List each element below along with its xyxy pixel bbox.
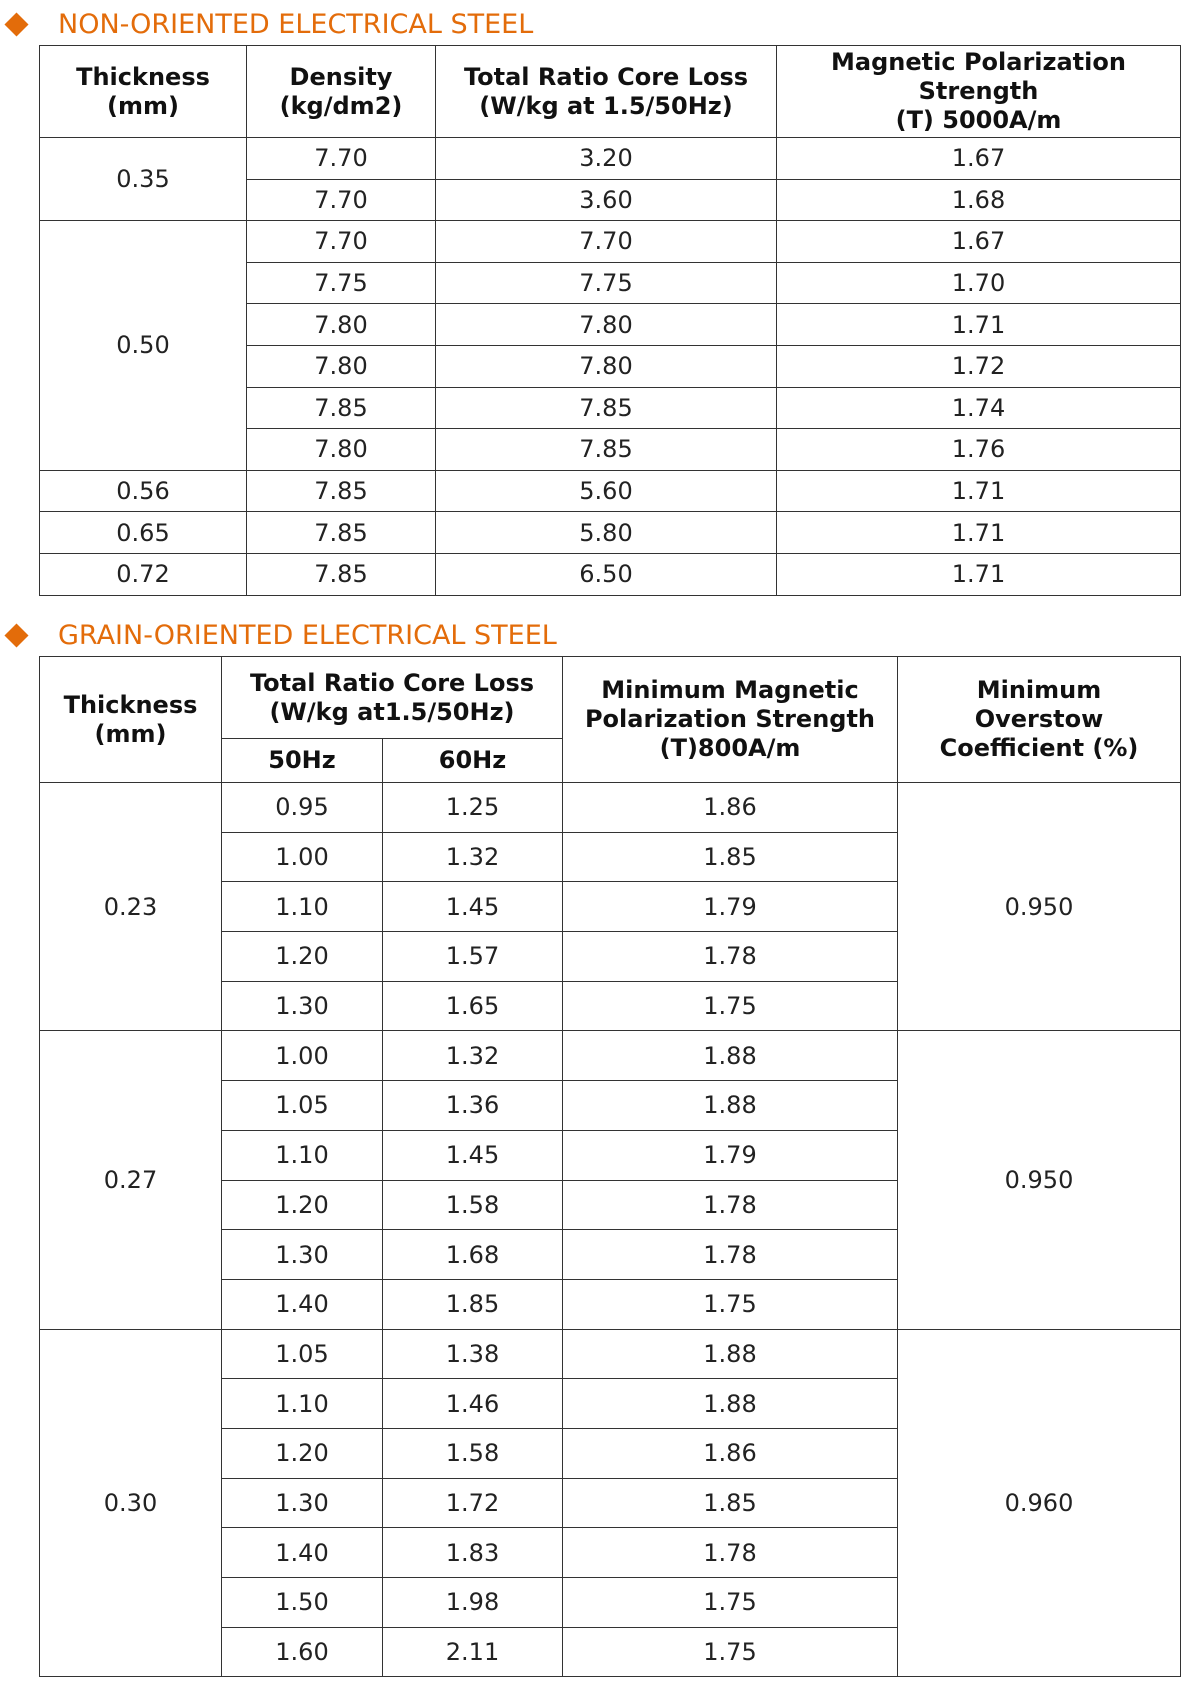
polarization-cell: 1.86 — [563, 783, 898, 833]
polarization-cell: 1.85 — [563, 1478, 898, 1528]
core-loss-cell: 3.20 — [436, 138, 777, 180]
polarization-cell: 1.70 — [777, 262, 1181, 304]
header-line: Thickness — [76, 62, 210, 91]
core-loss-cell: 5.60 — [436, 470, 777, 512]
density-cell: 7.85 — [247, 512, 436, 554]
thickness-cell: 0.65 — [40, 512, 247, 554]
hz50-cell: 1.10 — [222, 1379, 383, 1429]
header-line: (mm) — [94, 719, 167, 748]
header-line: Coefficient (%) — [939, 734, 1139, 762]
hz50-cell: 1.60 — [222, 1627, 383, 1677]
polarization-cell: 1.78 — [563, 1528, 898, 1578]
header-line: Density — [289, 62, 393, 91]
non-oriented-title: NON-ORIENTED ELECTRICAL STEEL — [58, 8, 534, 40]
core-loss-cell: 7.85 — [436, 387, 777, 429]
header-line: (mm) — [107, 91, 179, 120]
hz50-cell: 0.95 — [222, 783, 383, 833]
header-line: (T) 5000A/m — [895, 106, 1062, 134]
core-loss-cell: 7.80 — [436, 304, 777, 346]
grain-oriented-title: GRAIN-ORIENTED ELECTRICAL STEEL — [58, 619, 557, 651]
table-header-row — [40, 657, 1181, 739]
thickness-cell: 0.30 — [40, 1329, 222, 1677]
hz60-cell: 1.36 — [383, 1081, 563, 1131]
density-cell: 7.80 — [247, 345, 436, 387]
hz50-cell: 1.10 — [222, 1130, 383, 1180]
polarization-cell: 1.76 — [777, 429, 1181, 471]
overstow-cell: 0.950 — [898, 1031, 1181, 1329]
table-row — [40, 138, 1181, 180]
density-cell: 7.75 — [247, 262, 436, 304]
density-cell: 7.70 — [247, 179, 436, 221]
hz50-header: 50Hz — [222, 739, 383, 783]
table-row — [40, 553, 1181, 595]
density-cell: 7.80 — [247, 429, 436, 471]
thickness-header — [40, 46, 247, 138]
polarization-header — [563, 657, 898, 783]
hz50-cell: 1.05 — [222, 1329, 383, 1379]
thickness-cell: 0.27 — [40, 1031, 222, 1329]
header-line: Minimum Magnetic — [601, 676, 859, 704]
hz50-cell: 1.20 — [222, 1180, 383, 1230]
hz50-cell: 1.50 — [222, 1578, 383, 1628]
core-loss-cell: 5.80 — [436, 512, 777, 554]
polarization-cell: 1.78 — [563, 932, 898, 982]
header-line: Thickness — [63, 690, 198, 719]
polarization-cell: 1.78 — [563, 1230, 898, 1280]
polarization-cell: 1.79 — [563, 882, 898, 932]
polarization-cell: 1.71 — [777, 553, 1181, 595]
polarization-cell: 1.88 — [563, 1081, 898, 1131]
hz60-cell: 1.45 — [383, 1130, 563, 1180]
table-header-row — [40, 46, 1181, 138]
header-line: Total Ratio Core Loss — [463, 62, 749, 91]
hz50-cell: 1.30 — [222, 1230, 383, 1280]
core-loss-cell: 7.70 — [436, 221, 777, 263]
hz50-cell: 1.40 — [222, 1279, 383, 1329]
polarization-cell: 1.67 — [777, 138, 1181, 180]
header-line: Minimum — [976, 676, 1102, 704]
thickness-cell: 0.23 — [40, 783, 222, 1031]
core-loss-cell: 7.80 — [436, 345, 777, 387]
overstow-cell: 0.960 — [898, 1329, 1181, 1677]
hz60-cell: 1.68 — [383, 1230, 563, 1280]
polarization-cell: 1.75 — [563, 981, 898, 1031]
hz60-cell: 1.45 — [383, 882, 563, 932]
core-loss-cell: 7.85 — [436, 429, 777, 471]
polarization-cell: 1.75 — [563, 1627, 898, 1677]
diamond-bullet-icon — [4, 623, 28, 647]
polarization-cell: 1.88 — [563, 1329, 898, 1379]
hz60-cell: 1.58 — [383, 1180, 563, 1230]
polarization-cell: 1.74 — [777, 387, 1181, 429]
table-row — [40, 221, 1181, 263]
density-cell: 7.85 — [247, 553, 436, 595]
polarization-cell: 1.88 — [563, 1031, 898, 1081]
core-loss-cell: 3.60 — [436, 179, 777, 221]
polarization-cell: 1.75 — [563, 1279, 898, 1329]
hz60-cell: 1.58 — [383, 1428, 563, 1478]
hz60-cell: 1.83 — [383, 1528, 563, 1578]
hz50-cell: 1.05 — [222, 1081, 383, 1131]
non-oriented-table — [39, 45, 1181, 596]
header-line: (W/kg at1.5/50Hz) — [269, 697, 515, 726]
overstow-cell: 0.950 — [898, 783, 1181, 1031]
hz50-cell: 1.30 — [222, 981, 383, 1031]
polarization-cell: 1.71 — [777, 470, 1181, 512]
grain-oriented-table — [39, 656, 1181, 1677]
hz60-cell: 1.46 — [383, 1379, 563, 1429]
hz60-cell: 1.32 — [383, 1031, 563, 1081]
polarization-cell: 1.88 — [563, 1379, 898, 1429]
polarization-cell: 1.68 — [777, 179, 1181, 221]
header-line: Magnetic Polarization — [831, 48, 1126, 76]
polarization-cell: 1.71 — [777, 304, 1181, 346]
polarization-cell: 1.75 — [563, 1578, 898, 1628]
polarization-cell: 1.79 — [563, 1130, 898, 1180]
hz60-cell: 1.38 — [383, 1329, 563, 1379]
density-cell: 7.70 — [247, 138, 436, 180]
polarization-cell: 1.71 — [777, 512, 1181, 554]
hz50-cell: 1.40 — [222, 1528, 383, 1578]
hz60-cell: 1.32 — [383, 832, 563, 882]
hz50-cell: 1.30 — [222, 1478, 383, 1528]
polarization-cell: 1.85 — [563, 832, 898, 882]
core-loss-cell: 6.50 — [436, 553, 777, 595]
density-header — [247, 46, 436, 138]
density-cell: 7.85 — [247, 387, 436, 429]
overstow-header — [898, 657, 1181, 783]
thickness-header — [40, 657, 222, 783]
thickness-cell: 0.56 — [40, 470, 247, 512]
hz60-cell: 1.65 — [383, 981, 563, 1031]
hz60-header: 60Hz — [383, 739, 563, 783]
core-loss-header — [436, 46, 777, 138]
hz60-cell: 1.25 — [383, 783, 563, 833]
thickness-cell: 0.35 — [40, 138, 247, 221]
header-line: (kg/dm2) — [279, 91, 403, 120]
diamond-bullet-icon — [4, 12, 28, 36]
polarization-cell: 1.78 — [563, 1180, 898, 1230]
core-loss-header — [222, 657, 563, 739]
polarization-cell: 1.67 — [777, 221, 1181, 263]
polarization-cell: 1.86 — [563, 1428, 898, 1478]
hz60-cell: 2.11 — [383, 1627, 563, 1677]
table-row — [40, 1031, 1181, 1081]
table-row — [40, 512, 1181, 554]
hz60-cell: 1.85 — [383, 1279, 563, 1329]
header-line: Overstow — [974, 705, 1104, 733]
header-line: Strength — [918, 77, 1039, 105]
hz50-cell: 1.00 — [222, 1031, 383, 1081]
core-loss-cell: 7.75 — [436, 262, 777, 304]
table-row — [40, 783, 1181, 833]
polarization-cell: 1.72 — [777, 345, 1181, 387]
polarization-header — [777, 46, 1181, 138]
hz50-cell: 1.20 — [222, 1428, 383, 1478]
density-cell: 7.80 — [247, 304, 436, 346]
hz60-cell: 1.57 — [383, 932, 563, 982]
header-line: Polarization Strength — [584, 705, 876, 733]
hz50-cell: 1.00 — [222, 832, 383, 882]
thickness-cell: 0.72 — [40, 553, 247, 595]
header-line: (W/kg at 1.5/50Hz) — [479, 91, 733, 120]
header-line: (T)800A/m — [659, 734, 801, 762]
hz50-cell: 1.10 — [222, 882, 383, 932]
header-line: Total Ratio Core Loss — [249, 668, 535, 697]
thickness-cell: 0.50 — [40, 221, 247, 471]
hz50-cell: 1.20 — [222, 932, 383, 982]
density-cell: 7.70 — [247, 221, 436, 263]
table-row — [40, 470, 1181, 512]
hz60-cell: 1.98 — [383, 1578, 563, 1628]
hz60-cell: 1.72 — [383, 1478, 563, 1528]
density-cell: 7.85 — [247, 470, 436, 512]
table-row — [40, 1329, 1181, 1379]
